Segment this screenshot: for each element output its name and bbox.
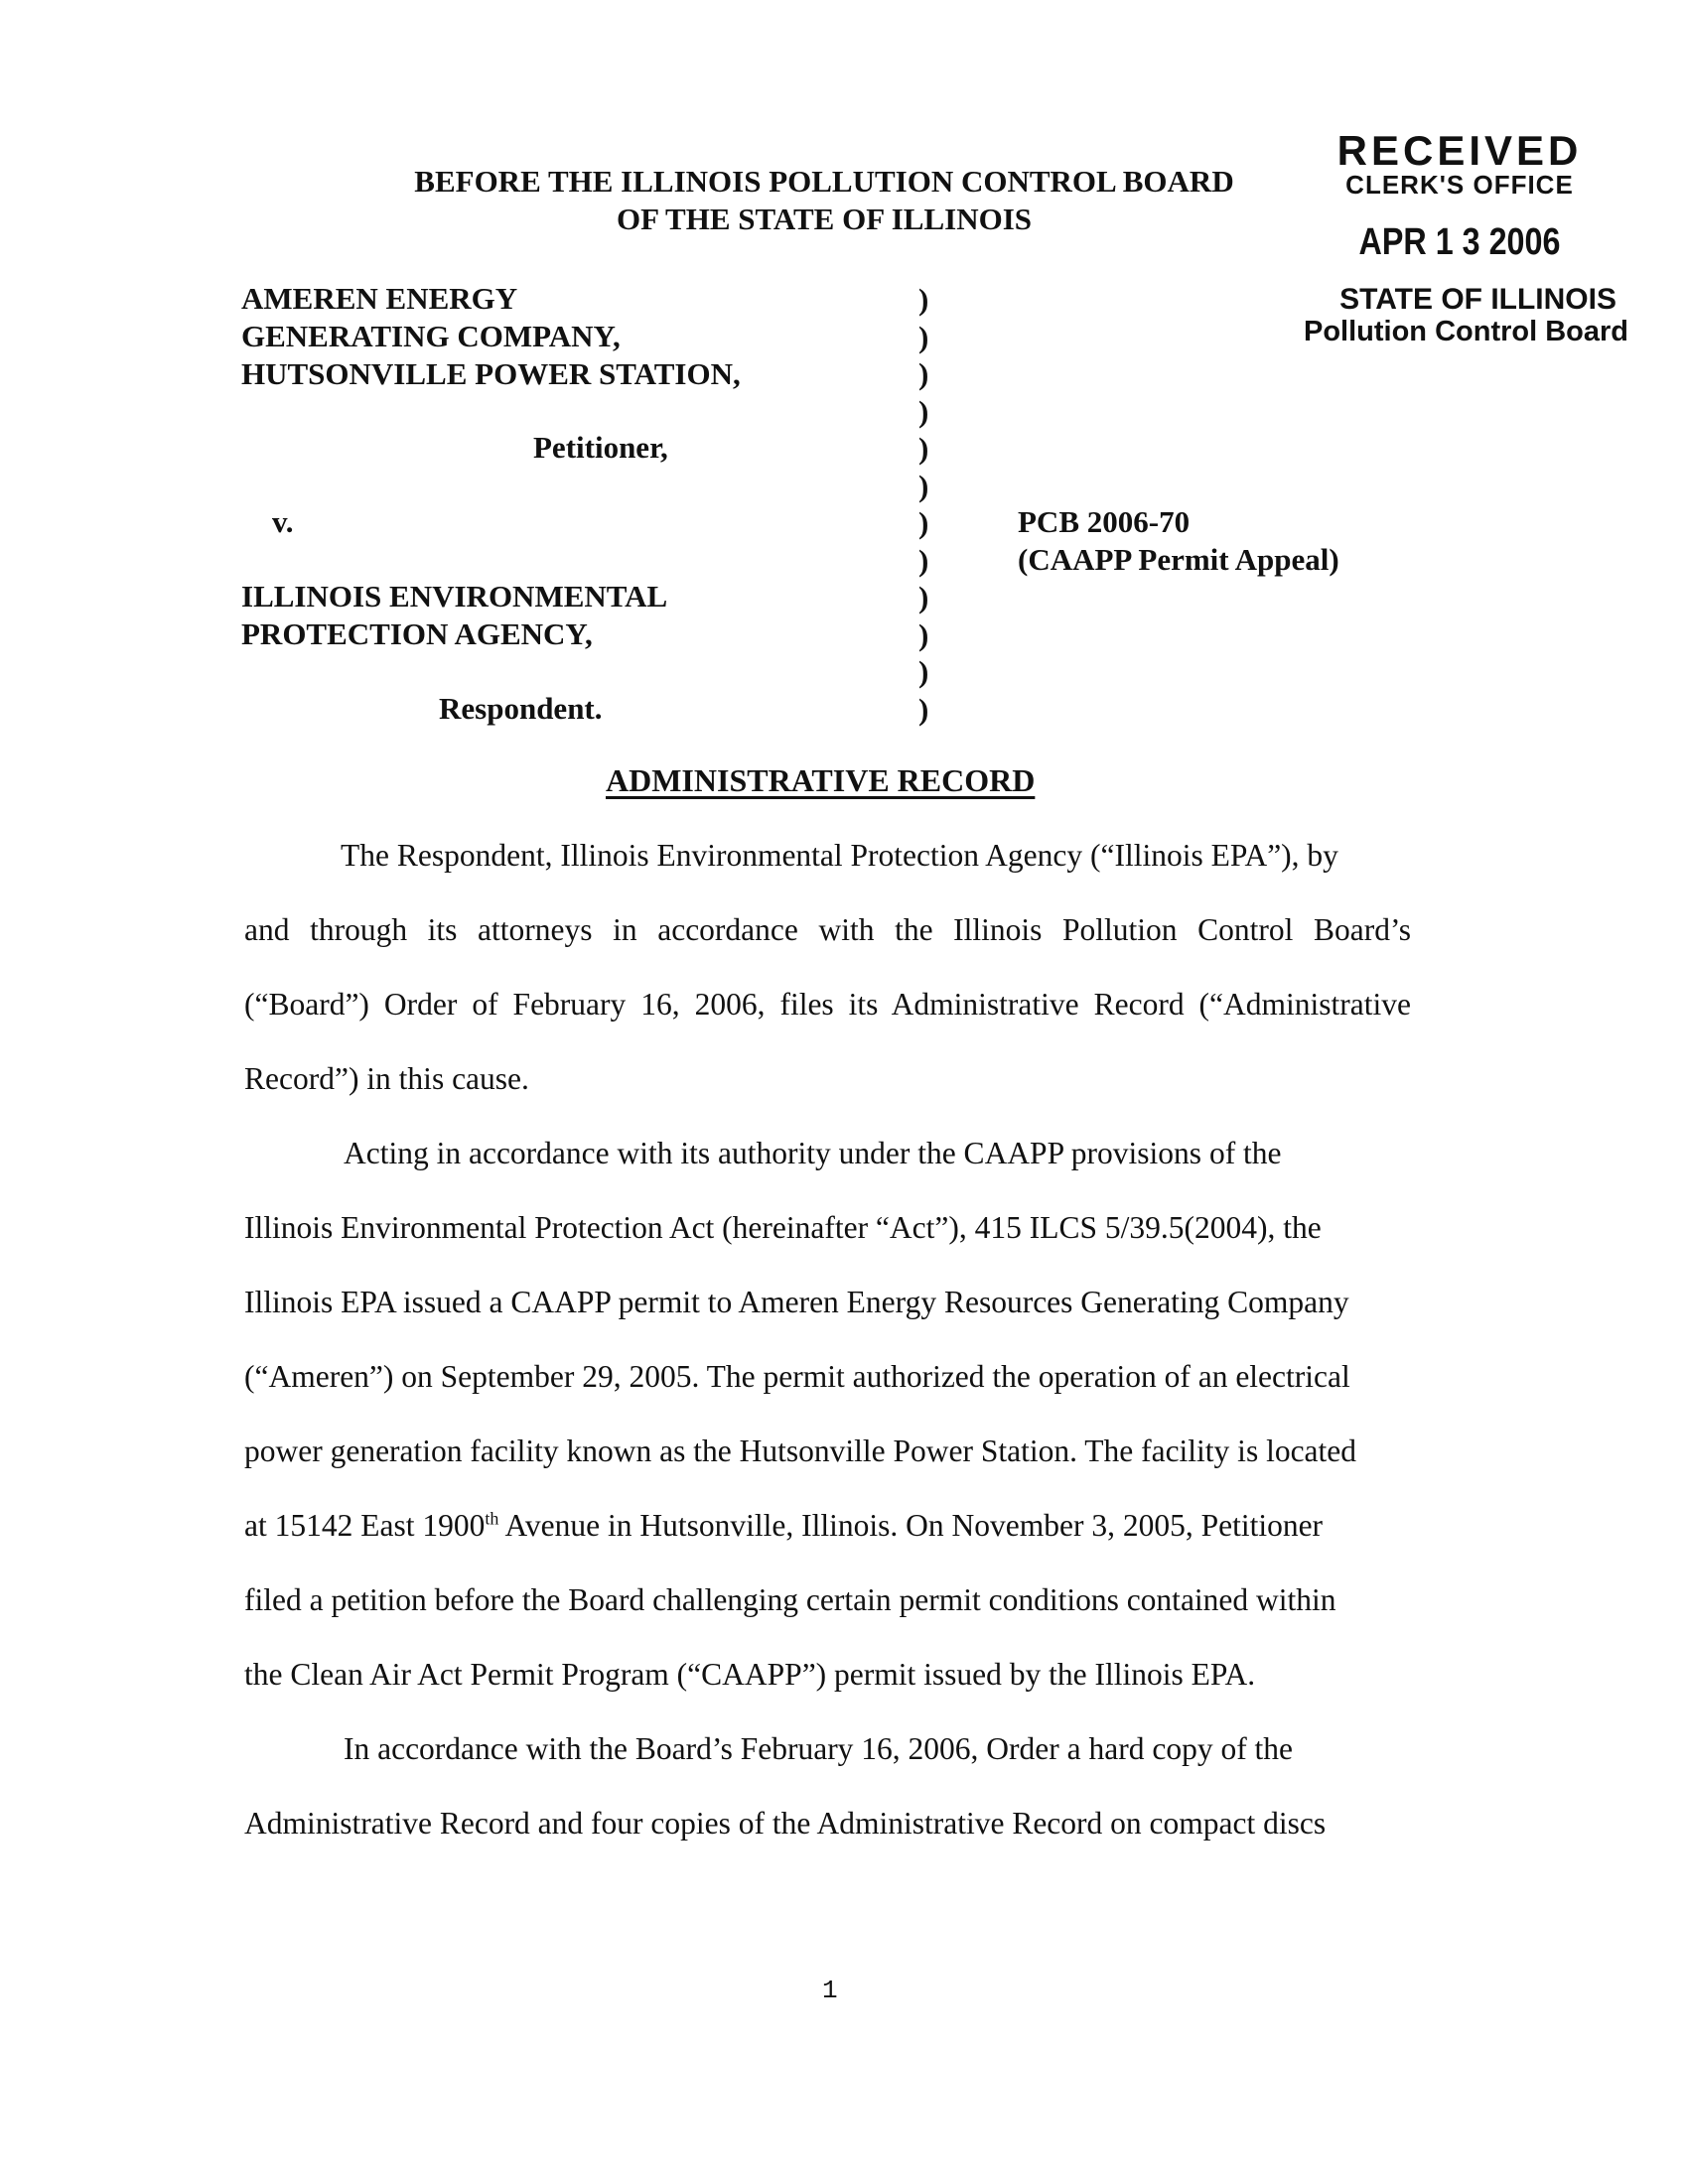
para1-line: Record”) in this cause. xyxy=(244,1061,529,1096)
stamp-agency xyxy=(1301,283,1628,347)
stamp-date: APR 1 3 2006 xyxy=(1358,221,1561,263)
paren: ) xyxy=(918,505,929,540)
paren: ) xyxy=(918,356,929,391)
caption-parens xyxy=(918,281,938,728)
para2-line: power generation facility known as the Hutsonville Power Station. The facility is located xyxy=(244,1433,1357,1468)
para2-line: Acting in accordance with its authority under the CAAPP provisions of the xyxy=(344,1136,1282,1170)
paren: ) xyxy=(918,393,929,429)
para2-line: filed a petition before the Board challenging certain permit conditions contained within xyxy=(244,1582,1336,1617)
page-number: 1 xyxy=(822,1976,838,2005)
stamp-state: STATE OF ILLINOIS xyxy=(1339,283,1616,316)
ordinal-suffix: th xyxy=(485,1508,499,1529)
case-type: (CAAPP Permit Appeal) xyxy=(1018,542,1339,577)
para3-line: Administrative Record and four copies of the Administrative Record on compact discs xyxy=(244,1806,1327,1841)
para1-line: (“Board”) Order of February 16, 2006, files its Administrative Record (“Administrative xyxy=(244,987,1411,1022)
paren: ) xyxy=(918,542,929,578)
para2-line: Illinois EPA issued a CAAPP permit to Ameren Energy Resources Generating Company xyxy=(244,1285,1349,1319)
respondent-line: ILLINOIS ENVIRONMENTAL xyxy=(241,579,668,614)
paren: ) xyxy=(918,468,929,503)
petitioner-line: HUTSONVILLE POWER STATION, xyxy=(241,356,741,391)
paren: ) xyxy=(918,319,929,354)
para2-line: the Clean Air Act Permit Program (“CAAPP”) permit issued by the Illinois EPA. xyxy=(244,1657,1256,1692)
petitioner-role: Petitioner, xyxy=(533,430,668,465)
board-heading xyxy=(377,163,1271,238)
address-suffix: Avenue in Hutsonville, Illinois. On November 3, 2005, Petitioner xyxy=(498,1508,1324,1543)
para2-line: (“Ameren”) on September 29, 2005. The permit authorized the operation of an electrical xyxy=(244,1359,1350,1394)
document-title: ADMINISTRATIVE RECORD xyxy=(606,762,1036,798)
paren: ) xyxy=(918,691,929,727)
board-heading-line1: BEFORE THE ILLINOIS POLLUTION CONTROL BOARD xyxy=(414,164,1234,199)
paren: ) xyxy=(918,431,929,466)
petitioner-line: GENERATING COMPANY, xyxy=(241,319,621,353)
received-stamp xyxy=(1291,127,1628,264)
para1-line: The Respondent, Illinois Environmental Protection Agency (“Illinois EPA”), by xyxy=(341,838,1338,873)
petitioner-name xyxy=(241,280,741,393)
stamp-received: RECEIVED xyxy=(1336,127,1583,174)
respondent-role: Respondent. xyxy=(439,691,603,726)
paren: ) xyxy=(918,580,929,614)
respondent-name xyxy=(241,578,667,653)
respondent-line: PROTECTION AGENCY, xyxy=(241,616,593,651)
para1-line: and through its attorneys in accordance with the Illinois Pollution Control Board’s xyxy=(244,912,1411,947)
case-number: PCB 2006-70 xyxy=(1018,504,1191,539)
paren: ) xyxy=(918,616,929,652)
para2-line-address xyxy=(244,1507,1323,1545)
para2-line: Illinois Environmental Protection Act (hereinafter “Act”), 415 ILCS 5/39.5(2004), the xyxy=(244,1210,1322,1245)
petitioner-line: AMEREN ENERGY xyxy=(241,281,518,316)
para3-line: In accordance with the Board’s February 16, 2006, Order a hard copy of the xyxy=(344,1731,1294,1766)
stamp-board: Pollution Control Board xyxy=(1303,316,1628,347)
board-heading-line2: OF THE STATE OF ILLINOIS xyxy=(616,202,1033,236)
case-info xyxy=(1018,503,1339,579)
paren: ) xyxy=(918,282,929,317)
versus: v. xyxy=(272,504,294,539)
paren: ) xyxy=(918,654,929,689)
address-prefix: at 15142 East 1900 xyxy=(244,1508,486,1543)
stamp-office: CLERK'S OFFICE xyxy=(1345,170,1574,200)
